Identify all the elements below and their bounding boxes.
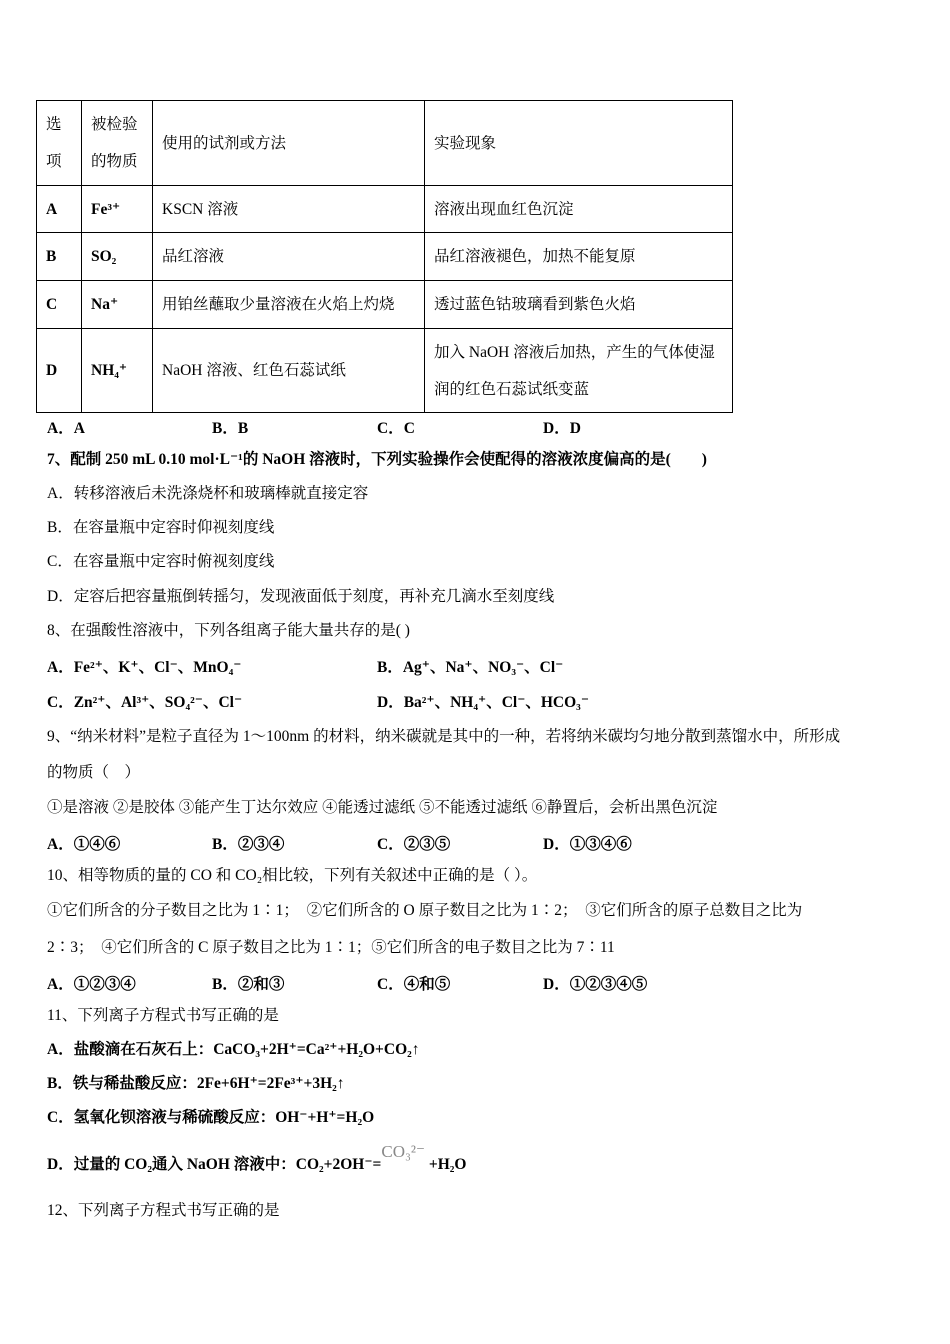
carbonate-formula-image: CO₃²⁻ bbox=[381, 1142, 426, 1161]
q9-option-b: B．②③④ bbox=[212, 836, 285, 853]
cell: 透过蓝色钴玻璃看到紫色火焰 bbox=[425, 281, 733, 329]
header-cell: 实验现象 bbox=[425, 101, 733, 186]
q10-option-c: C．④和⑤ bbox=[377, 976, 451, 993]
q8-option-a: A．Fe²⁺、K⁺、Cl⁻、MnO₄⁻ bbox=[47, 659, 242, 676]
q7-option-d: D．定容后把容量瓶倒转摇匀，发现液面低于刻度，再补充几滴水至刻度线 bbox=[47, 588, 555, 605]
q10-option-b: B．②和③ bbox=[212, 976, 285, 993]
cell: C bbox=[37, 281, 82, 329]
q12-stem: 12、下列离子方程式书写正确的是 bbox=[47, 1202, 280, 1219]
q10-statements: ①它们所含的分子数目之比为 1∶1； ②它们所含的 O 原子数目之比为 1∶2； ③它们所含的原子总数目之比为 bbox=[47, 902, 803, 919]
cell: NH₄⁺ bbox=[82, 329, 153, 413]
table-header-row bbox=[37, 101, 733, 186]
q11-option-d bbox=[47, 1142, 467, 1175]
cell: 品红溶液褪色，加热不能复原 bbox=[425, 233, 733, 281]
q10-option-a: A．①②③④ bbox=[47, 976, 136, 993]
header-cell bbox=[82, 101, 153, 186]
header-cell: 使用的试剂或方法 bbox=[153, 101, 425, 186]
cell: B bbox=[37, 233, 82, 281]
ion-test-table bbox=[36, 100, 733, 413]
q9-statements: ①是溶液 ②是胶体 ③能产生丁达尔效应 ④能透过滤纸 ⑤不能透过滤纸 ⑥静置后，会析出黑色沉淀 bbox=[47, 799, 718, 816]
q7-option-c: C．在容量瓶中定容时俯视刻度线 bbox=[47, 553, 275, 570]
q9-option-c: C．②③⑤ bbox=[377, 836, 451, 853]
table-row bbox=[37, 186, 733, 233]
q9-option-a: A．①④⑥ bbox=[47, 836, 121, 853]
cell: D bbox=[37, 329, 82, 413]
q6-option-a: A．A bbox=[47, 420, 85, 437]
q11-option-d-text: D．过量的 CO₂通入 NaOH 溶液中：CO₂+2OH⁻= bbox=[47, 1156, 382, 1173]
cell: Fe³⁺ bbox=[82, 186, 153, 233]
cell: 用铂丝蘸取少量溶液在火焰上灼烧 bbox=[153, 281, 425, 329]
table-row bbox=[37, 233, 733, 281]
cell: 加入 NaOH 溶液后加热，产生的气体使湿润的红色石蕊试纸变蓝 bbox=[425, 329, 733, 413]
header-cell bbox=[37, 101, 82, 186]
cell: A bbox=[37, 186, 82, 233]
q8-stem: 8、在强酸性溶液中，下列各组离子能大量共存的是( ) bbox=[47, 622, 410, 639]
q10-statements-cont: 2∶3； ④它们所含的 C 原子数目之比为 1∶1；⑤它们所含的电子数目之比为 7∶11 bbox=[47, 939, 615, 956]
cell: KSCN 溶液 bbox=[153, 186, 425, 233]
q8-option-c: C．Zn²⁺、Al³⁺、SO₄²⁻、Cl⁻ bbox=[47, 694, 243, 711]
q9-stem: 9、“纳米材料”是粒子直径为 1～100nm 的材料，纳米碳就是其中的一种，若将纳米碳均匀地分散到蒸馏水中，所形成 bbox=[47, 728, 841, 745]
cell: 溶液出现血红色沉淀 bbox=[425, 186, 733, 233]
q6-option-c: C．C bbox=[377, 420, 415, 437]
q10-stem: 10、相等物质的量的 CO 和 CO₂相比较，下列有关叙述中正确的是（ ）。 bbox=[47, 867, 538, 884]
cell: 品红溶液 bbox=[153, 233, 425, 281]
q9-option-d: D．①③④⑥ bbox=[543, 836, 632, 853]
header-text: 的物质 bbox=[91, 153, 138, 170]
q9-stem-cont: 的物质（ ） bbox=[47, 764, 141, 781]
q10-option-d: D．①②③④⑤ bbox=[543, 976, 648, 993]
q7-option-a: A．转移溶液后未洗涤烧杯和玻璃棒就直接定容 bbox=[47, 485, 369, 502]
header-text: 被检验 bbox=[91, 116, 138, 133]
q6-option-d: D．D bbox=[543, 420, 581, 437]
q11-option-b: B．铁与稀盐酸反应：2Fe+6H⁺=2Fe³⁺+3H₂↑ bbox=[47, 1075, 345, 1092]
q11-option-d-tail: +H₂O bbox=[425, 1156, 467, 1173]
header-text: 选 bbox=[46, 116, 62, 133]
header-text: 项 bbox=[46, 153, 62, 170]
q7-stem: 7、配制 250 mL 0.10 mol·L⁻¹的 NaOH 溶液时，下列实验操作会使配得的溶液浓度偏高的是( ) bbox=[47, 451, 707, 468]
q7-option-b: B．在容量瓶中定容时仰视刻度线 bbox=[47, 519, 275, 536]
q11-option-a: A．盐酸滴在石灰石上：CaCO₃+2H⁺=Ca²⁺+H₂O+CO₂↑ bbox=[47, 1041, 420, 1058]
cell: NaOH 溶液、红色石蕊试纸 bbox=[153, 329, 425, 413]
table-row bbox=[37, 281, 733, 329]
cell: Na⁺ bbox=[82, 281, 153, 329]
q8-option-b: B．Ag⁺、Na⁺、NO₃⁻、Cl⁻ bbox=[377, 659, 564, 676]
table-row bbox=[37, 329, 733, 413]
q6-option-b: B．B bbox=[212, 420, 249, 437]
q11-option-c: C．氢氧化钡溶液与稀硫酸反应：OH⁻+H⁺=H₂O bbox=[47, 1109, 375, 1126]
q8-option-d: D．Ba²⁺、NH₄⁺、Cl⁻、HCO₃⁻ bbox=[377, 694, 590, 711]
cell: SO₂ bbox=[82, 233, 153, 281]
q11-stem: 11、下列离子方程式书写正确的是 bbox=[47, 1007, 279, 1024]
